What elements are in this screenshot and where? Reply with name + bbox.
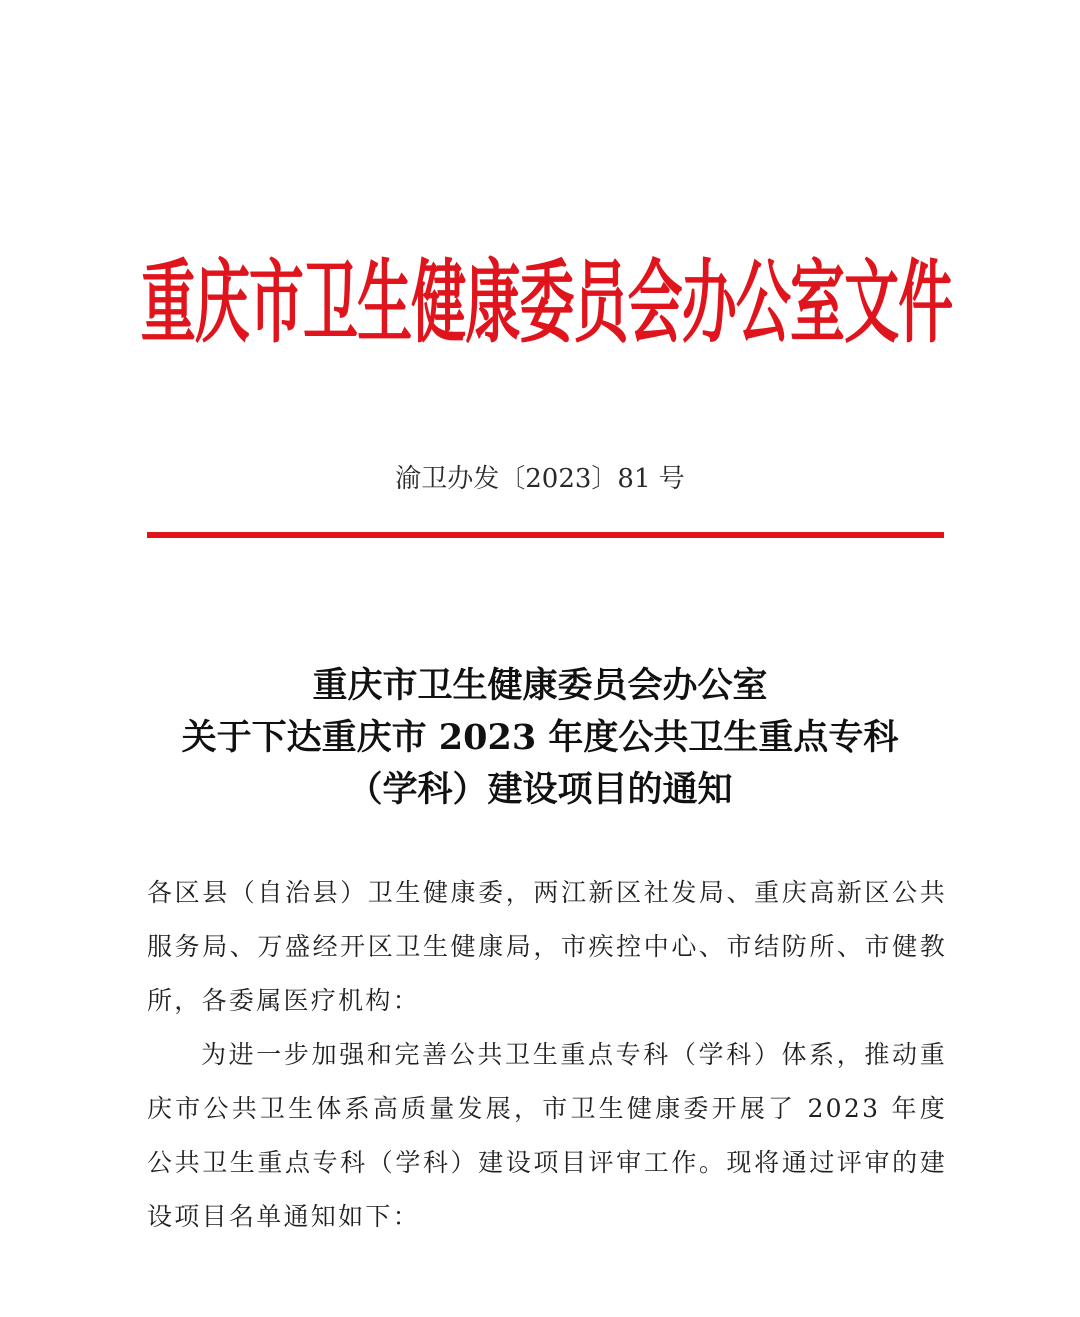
issuer-masthead	[140, 248, 952, 358]
addressees-paragraph: 各区县（自治县）卫生健康委，两江新区社发局、重庆高新区公共服务局、万盛经开区卫生健康局，市疾控中心、市结防所、市健教所，各委属医疗机构：	[147, 878, 947, 1015]
document-number: 渝卫办发〔2023〕81 号	[395, 464, 685, 494]
notice-title	[120, 660, 960, 816]
title-line-2: 关于下达重庆市 2023 年度公共卫生重点专科	[181, 717, 899, 758]
title-line-1: 重庆市卫生健康委员会办公室	[312, 665, 768, 706]
notice-body	[147, 866, 947, 1244]
body-paragraph: 为进一步加强和完善公共卫生重点专科（学科）体系，推动重庆市公共卫生体系高质量发展，市卫生健康委开展了 2023 年度公共卫生重点专科（学科）建设项目评审工作。现将通过评审的建设项目名单通知如下：	[147, 1040, 947, 1231]
red-divider-line	[147, 532, 944, 538]
issuer-title: 重庆市卫生健康委员会办公室文件	[140, 249, 952, 356]
title-line-3: （学科）建设项目的通知	[347, 769, 733, 810]
